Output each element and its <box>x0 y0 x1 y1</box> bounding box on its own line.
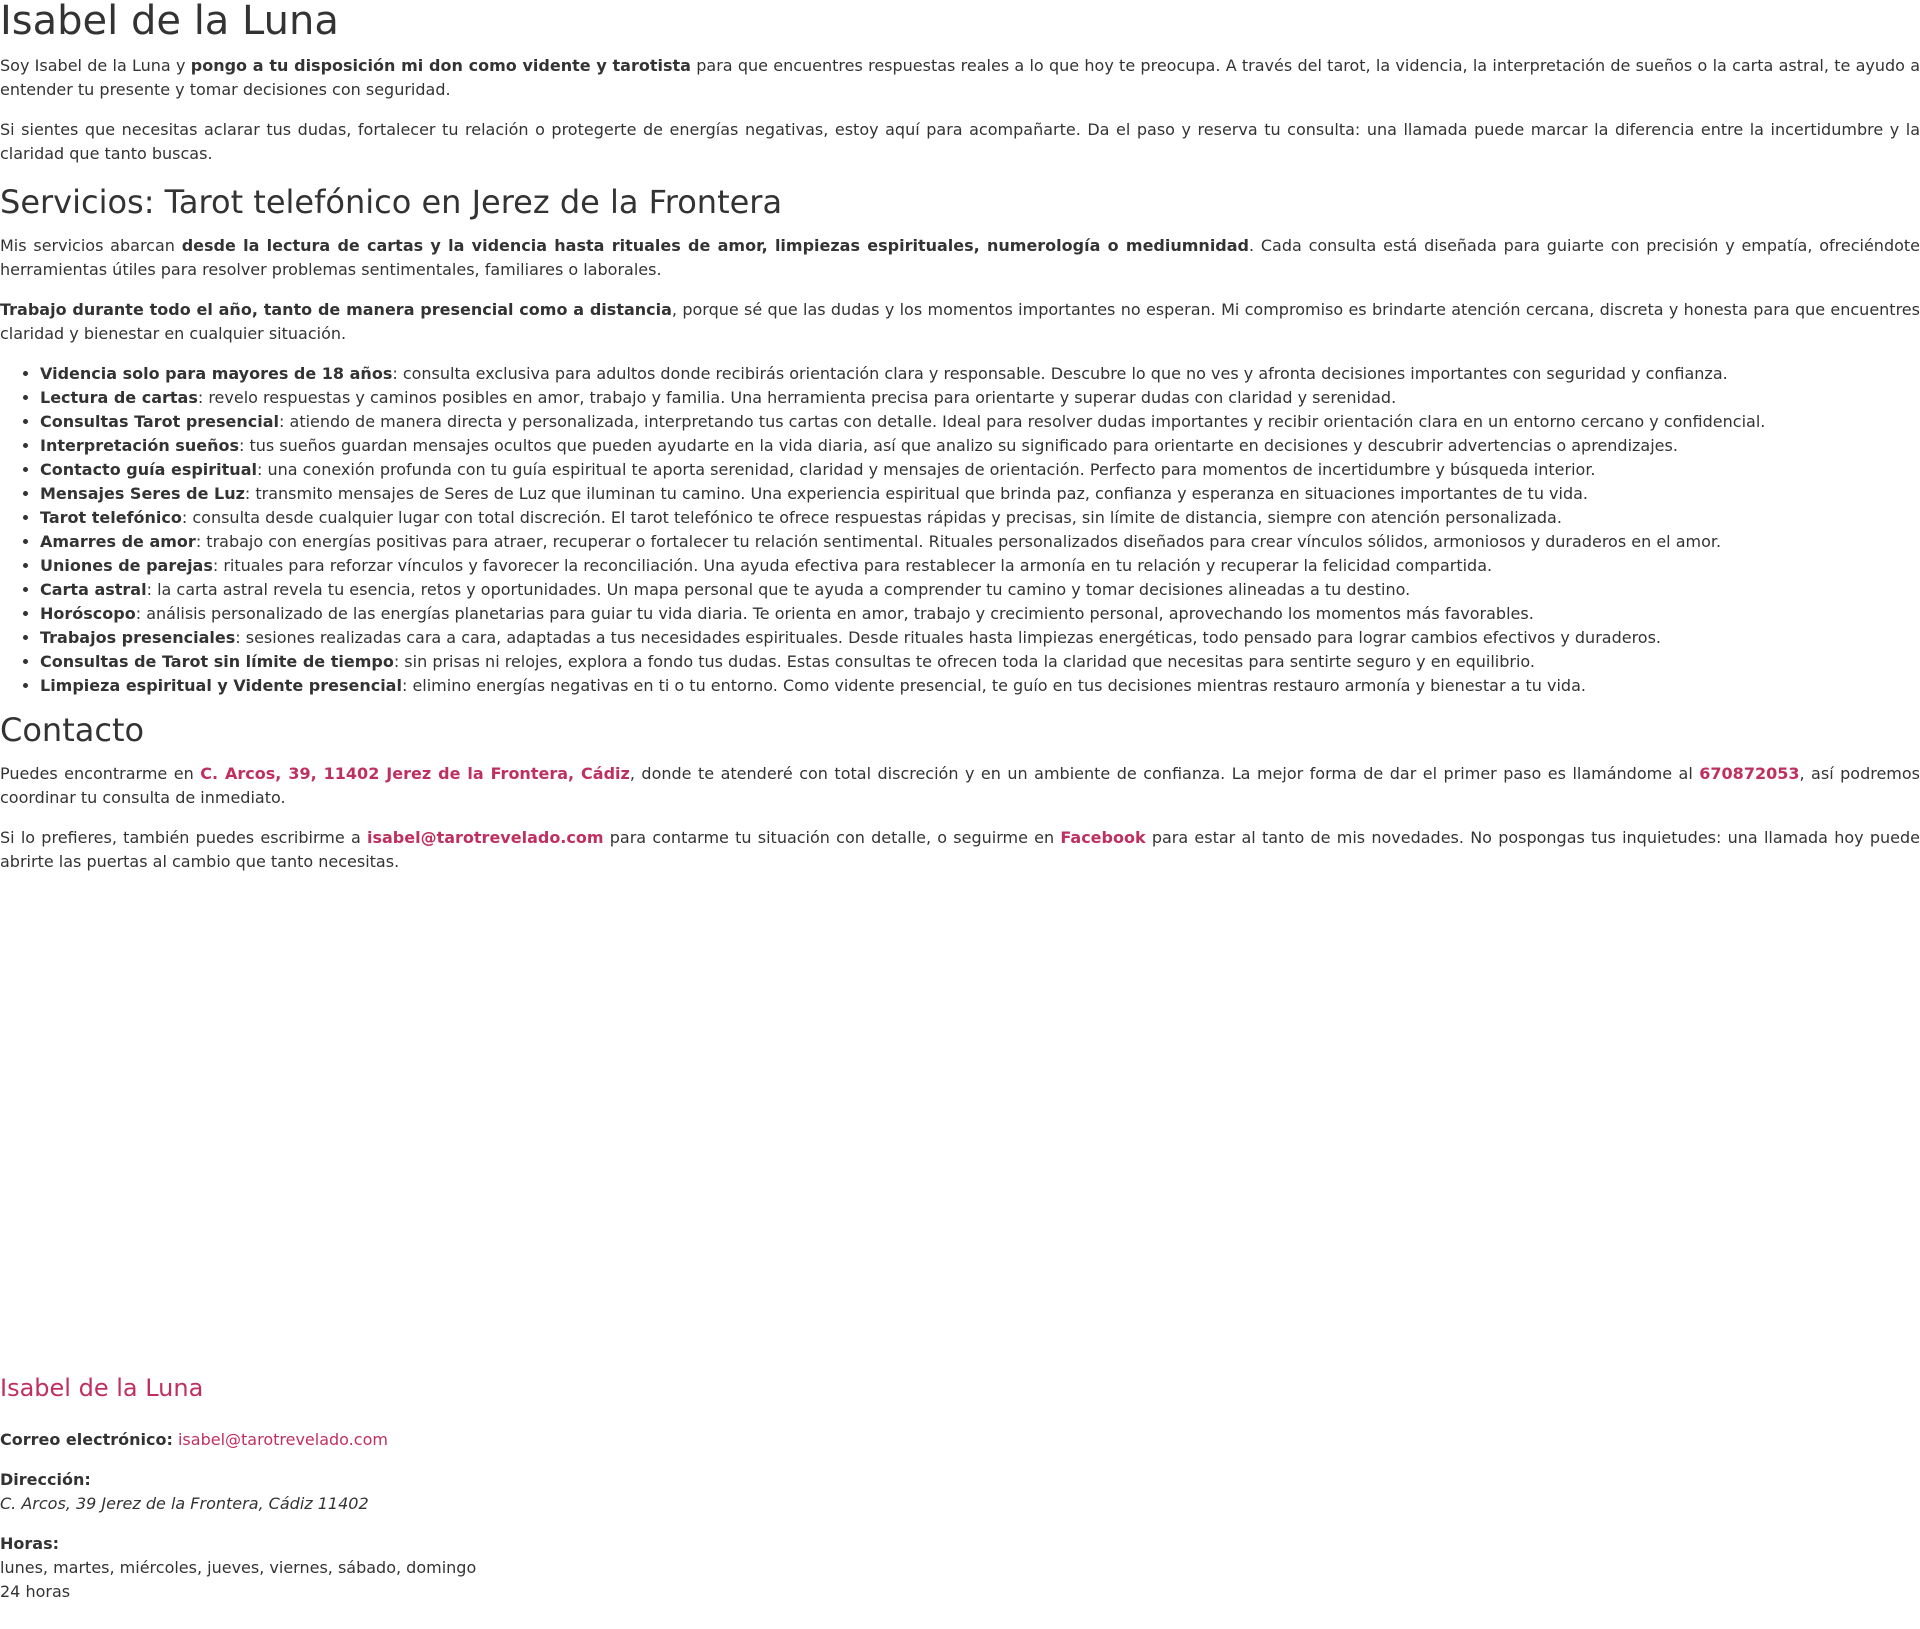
facebook-link[interactable]: Facebook <box>1060 828 1146 847</box>
service-item-title: Consultas Tarot presencial <box>40 412 280 431</box>
contact-p1-text-b: , donde te atenderé con total discreción y en un ambiente de confianza. La mejor forma de dar el primer paso es llamándome al <box>629 764 1700 783</box>
service-item-horoscopo <box>40 602 1920 626</box>
service-item-amarres <box>40 530 1920 554</box>
service-item-title: Lectura de cartas <box>40 388 198 407</box>
service-item-title: Limpieza espiritual y Vidente presencial <box>40 676 402 695</box>
footer-hours-block <box>0 1532 1920 1604</box>
footer-address-label: Dirección: <box>0 1470 91 1489</box>
contact-paragraph-2 <box>0 826 1920 874</box>
services-p1-emphasis: desde la lectura de cartas y la videncia hasta rituales de amor, limpiezas espirituales, numerología o mediumnidad <box>181 236 1250 255</box>
service-item-text: : sesiones realizadas cara a cara, adaptadas a tus necesidades espirituales. Desde rituales hasta limpiezas energéticas, todo pensado para lograr cambios efectivos y duraderos. <box>235 628 1662 647</box>
service-item-title: Consultas de Tarot sin límite de tiempo <box>40 652 394 671</box>
service-item-title: Interpretación sueños <box>40 436 239 455</box>
footer-hours-days: lunes, martes, miércoles, jueves, viernes, sábado, domingo <box>0 1558 477 1577</box>
service-item-text: : tus sueños guardan mensajes ocultos que pueden ayudarte en la vida diaria, así que analizo su significado para orientarte en decisiones y descubrir advertencias o aprendizajes. <box>238 436 1678 455</box>
business-info-footer <box>0 1372 1920 1620</box>
service-item-title: Contacto guía espiritual <box>40 460 257 479</box>
contact-p1-text-c: , así podremos coordinar tu consulta de inmediato. <box>0 764 1920 807</box>
services-p2-text-c: , porque sé que las dudas y los momentos importantes no esperan. Mi compromiso es brindarte atención cercana, discreta y honesta para que encuentres claridad y bienestar en cualquier situación. <box>0 300 1920 343</box>
service-item-text: : transmito mensajes de Seres de Luz que iluminan tu camino. Una experiencia espiritual que brinda paz, confianza y esperanza en situaciones importantes de tu vida. <box>244 484 1588 503</box>
service-item-trabajos-presenciales <box>40 626 1920 650</box>
contact-heading: Contacto <box>0 711 145 749</box>
service-item-seres-luz <box>40 482 1920 506</box>
intro-p1-text-c: para que encuentres respuestas reales a lo que hoy te preocupa. A través del tarot, la videncia, la interpretación de sueños o la carta astral, te ayudo a entender tu presente y tomar decisiones con seguridad. <box>0 56 1920 99</box>
service-item-text: : atiendo de manera directa y personalizada, interpretando tus cartas con detalle. Ideal para resolver dudas importantes y recibir orientación clara en un entorno cercano y confidencial. <box>279 412 1766 431</box>
service-item-suenos <box>40 434 1920 458</box>
service-item-sin-limite <box>40 650 1920 674</box>
services-p1-text-a: Mis servicios abarcan <box>0 236 182 255</box>
service-item-title: Carta astral <box>40 580 147 599</box>
service-item-text: : consulta desde cualquier lugar con total discreción. El tarot telefónico te ofrece respuestas rápidas y precisas, sin límite de distancia, siempre con atención personalizada. <box>181 508 1562 527</box>
footer-address-block <box>0 1468 1920 1516</box>
intro-paragraph-2: Si sientes que necesitas aclarar tus dudas, fortalecer tu relación o protegerte de energías negativas, estoy aquí para acompañarte. Da el paso y reserva tu consulta: una llamada puede marcar la diferencia entre la incertidumbre y la claridad que tanto buscas. <box>0 120 1920 163</box>
service-item-lectura-cartas <box>40 386 1920 410</box>
service-item-text: : una conexión profunda con tu guía espiritual te aporta serenidad, claridad y mensajes de orientación. Perfecto para momentos de incertidumbre y búsqueda interior. <box>256 460 1596 479</box>
footer-hours-value: 24 horas <box>0 1582 71 1601</box>
service-item-title: Uniones de parejas <box>40 556 213 575</box>
footer-address-value: C. Arcos, 39 Jerez de la Frontera, Cádiz 11402 <box>0 1494 369 1513</box>
services-heading: Servicios: Tarot telefónico en Jerez de la Frontera <box>0 183 783 221</box>
service-item-text: : revelo respuestas y caminos posibles en amor, trabajo y familia. Una herramienta precisa para orientarte y superar dudas con claridad y serenidad. <box>197 388 1397 407</box>
service-item-uniones <box>40 554 1920 578</box>
services-paragraph-1 <box>0 234 1920 282</box>
page-title: Isabel de la Luna <box>0 0 339 44</box>
service-item-text: : análisis personalizado de las energías planetarias para guiar tu vida diaria. Te orienta en amor, trabajo y crecimiento personal, aprovechando los momentos más favorables. <box>135 604 1534 623</box>
service-item-title: Amarres de amor <box>40 532 196 551</box>
footer-email-row <box>0 1428 1920 1452</box>
contact-paragraph-1 <box>0 762 1920 810</box>
service-item-text: : elimino energías negativas en ti o tu entorno. Como vidente presencial, te guío en tus decisiones mientras restauro armonía y bienestar a tu vida. <box>401 676 1586 695</box>
phone-link[interactable]: 670872053 <box>1699 764 1800 783</box>
intro-p1-emphasis: pongo a tu disposición mi don como vidente y tarotista <box>190 56 691 75</box>
contact-p2-text-c: para estar al tanto de mis novedades. No pospongas tus inquietudes: una llamada hoy puede abrirte las puertas al cambio que tanto necesitas. <box>0 828 1920 871</box>
services-p1-text-c: . Cada consulta está diseñada para guiarte con precisión y empatía, ofreciéndote herramientas útiles para resolver problemas sentimentales, familiares o laborales. <box>0 236 1920 279</box>
footer-email-link[interactable]: isabel@tarotrevelado.com <box>177 1430 388 1449</box>
footer-email-label: Correo electrónico: <box>0 1430 173 1449</box>
intro-p1-text-a: Soy Isabel de la Luna y <box>0 56 191 75</box>
service-item-title: Horóscopo <box>40 604 136 623</box>
service-item-guia-espiritual <box>40 458 1920 482</box>
service-item-title: Mensajes Seres de Luz <box>40 484 245 503</box>
services-list <box>0 362 1920 698</box>
footer-brand-name: Isabel de la Luna <box>0 1374 204 1402</box>
intro-paragraph-1 <box>0 54 1920 102</box>
service-item-text: : consulta exclusiva para adultos donde recibirás orientación clara y responsable. Descubre lo que no ves y afronta decisiones importantes con seguridad y confianza. <box>392 364 1728 383</box>
service-item-title: Tarot telefónico <box>40 508 182 527</box>
service-item-tarot-presencial <box>40 410 1920 434</box>
service-item-text: : la carta astral revela tu esencia, retos y oportunidades. Un mapa personal que te ayuda a comprender tu camino y tomar decisiones alineadas a tu destino. <box>146 580 1411 599</box>
service-item-text: : trabajo con energías positivas para atraer, recuperar o fortalecer tu relación sentimental. Rituales personalizados diseñados para crear vínculos sólidos, armoniosos y duraderos en el amor. <box>195 532 1722 551</box>
address-link[interactable]: C. Arcos, 39, 11402 Jerez de la Frontera, Cádiz <box>200 764 630 783</box>
contact-p1-text-a: Puedes encontrarme en <box>0 764 201 783</box>
service-item-tarot-telefonico <box>40 506 1920 530</box>
service-item-limpieza <box>40 674 1920 698</box>
services-p2-emphasis: Trabajo durante todo el año, tanto de manera presencial como a distancia <box>0 300 672 319</box>
services-paragraph-2 <box>0 298 1920 346</box>
contact-p2-text-a: Si lo prefieres, también puedes escribirme a <box>0 828 367 847</box>
service-item-text: : sin prisas ni relojes, explora a fondo tus dudas. Estas consultas te ofrecen toda la claridad que necesitas para sentirte seguro y en equilibrio. <box>393 652 1536 671</box>
service-item-carta-astral <box>40 578 1920 602</box>
contact-p2-text-b: para contarme tu situación con detalle, o seguirme en <box>603 828 1061 847</box>
service-item-videncia <box>40 362 1920 386</box>
service-item-text: : rituales para reforzar vínculos y favorecer la reconciliación. Una ayuda efectiva para restablecer la armonía en tu relación y recuperar la felicidad compartida. <box>212 556 1493 575</box>
email-link[interactable]: isabel@tarotrevelado.com <box>366 828 604 847</box>
footer-hours-label: Horas: <box>0 1534 59 1553</box>
service-item-title: Trabajos presenciales <box>40 628 236 647</box>
service-item-title: Videncia solo para mayores de 18 años <box>40 364 393 383</box>
